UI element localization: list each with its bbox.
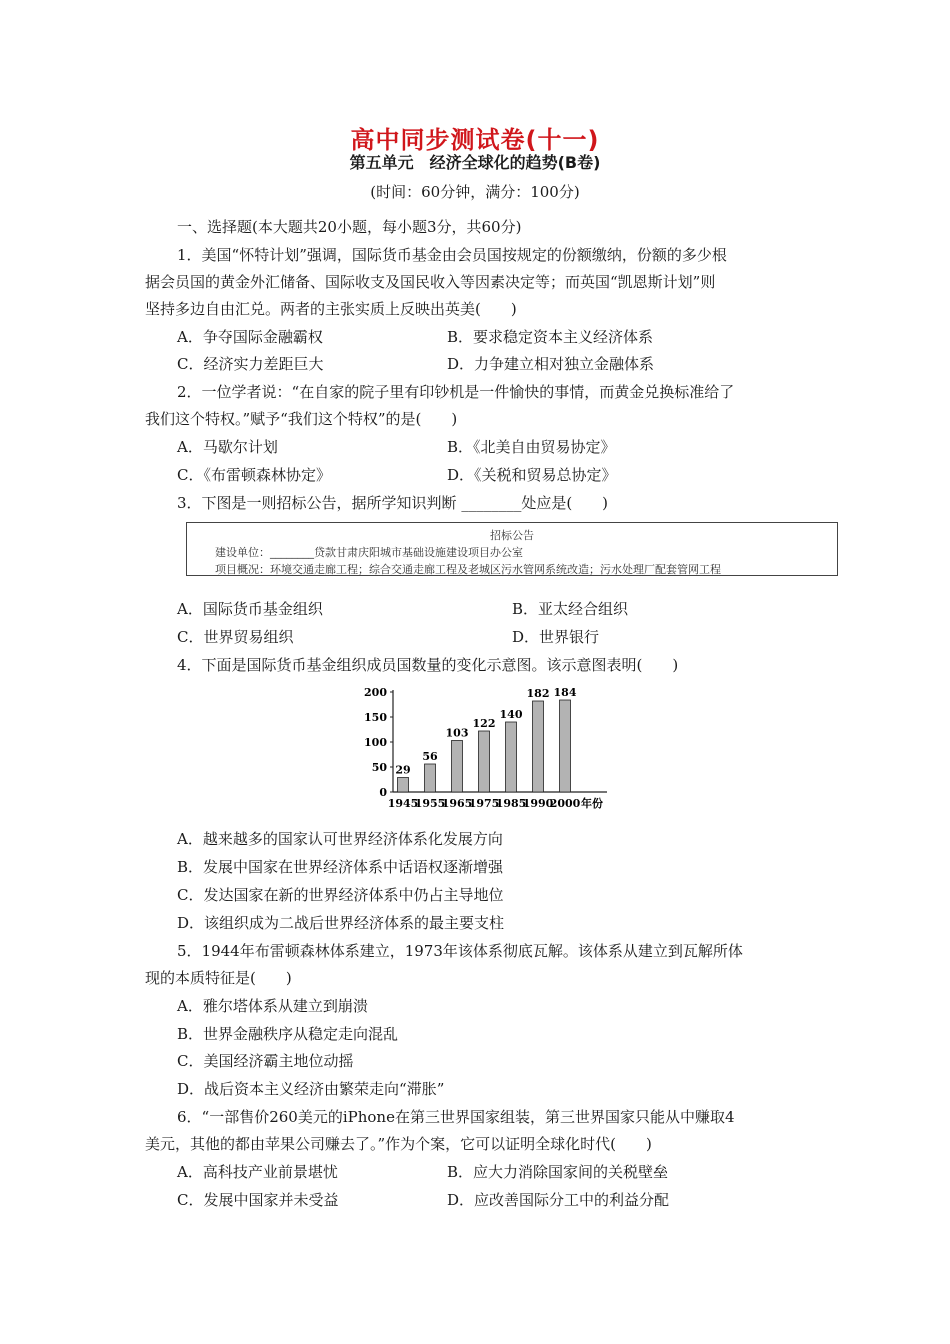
value-label-1945: 29: [395, 763, 411, 777]
q3-option-d[interactable]: D．世界银行: [512, 628, 600, 646]
value-label-1965: 103: [445, 726, 469, 740]
x-tick-label-1955: 1955: [414, 797, 446, 810]
value-label-1955: 56: [422, 750, 438, 763]
y-tick-label: 0: [379, 786, 387, 799]
q1-line-2: 据会员国的黄金外汇储备、国际收支及国民收入等因素决定等；而英国“凯恩斯计划”则: [145, 273, 716, 291]
q2-option-d[interactable]: D．《关税和贸易总协定》: [447, 466, 617, 484]
value-label-1975: 122: [472, 717, 496, 730]
bar-2000: [560, 700, 571, 792]
q5-option-a[interactable]: A．雅尔塔体系从建立到崩溃: [177, 997, 368, 1015]
q1-line-3: 坚持多边自由汇兑。两者的主张实质上反映出英美( ): [145, 300, 517, 318]
q1-line-1: 1．美国“怀特计划”强调，国际货币基金由会员国按规定的份额缴纳，份额的多少根: [177, 246, 727, 264]
value-label-1985: 140: [499, 708, 523, 721]
x-tick-label-1985: 1985: [495, 797, 527, 810]
q4-option-a[interactable]: A．越来越多的国家认可世界经济体系化发展方向: [177, 830, 503, 848]
value-label-2000: 184: [553, 686, 577, 699]
q2-line-1: 2．一位学者说：“在自家的院子里有印钞机是一件愉快的事情，而黄金兑换标准给了: [177, 383, 735, 401]
bar-1955: [425, 764, 436, 792]
y-tick-label: 100: [364, 736, 387, 749]
tender-notice-title: 招标公告: [490, 529, 534, 542]
q6-option-a[interactable]: A．高科技产业前景堪忧: [177, 1163, 338, 1181]
q2-option-b[interactable]: B．《北美自由贸易协定》: [447, 438, 616, 456]
q6-option-d[interactable]: D．应改善国际分工中的利益分配: [447, 1191, 670, 1209]
q5-line-1: 5．1944年布雷顿森林体系建立，1973年该体系彻底瓦解。该体系从建立到瓦解所体: [177, 942, 743, 960]
tender-notice-unit: 建设单位：________贷款甘肃庆阳城市基础设施建设项目办公室: [215, 546, 523, 559]
q3-option-b[interactable]: B．亚太经合组织: [512, 600, 629, 618]
x-tick-label-1975: 1975: [468, 797, 500, 810]
tender-notice-overview: 项目概况：环境交通走廊工程；综合交通走廊工程及老城区污水管网系统改造；污水处理厂配套管网工程: [215, 563, 721, 576]
q6-option-b[interactable]: B．应大力消除国家间的关税壁垒: [447, 1163, 669, 1181]
q2-option-c[interactable]: C．《布雷顿森林协定》: [177, 466, 331, 484]
bar-1975: [479, 731, 490, 792]
x-axis-label: 年份: [581, 797, 603, 810]
q3-option-a[interactable]: A．国际货币基金组织: [177, 600, 323, 618]
page-title: 高中同步测试卷(十一): [350, 126, 600, 154]
x-tick-label-1965: 1965: [441, 797, 473, 810]
q6-line-2: 美元，其他的都由苹果公司赚去了。”作为个案，它可以证明全球化时代( ): [145, 1135, 652, 1153]
x-tick-label-1990: 1990: [522, 797, 554, 810]
q2-option-a[interactable]: A．马歇尔计划: [177, 438, 278, 456]
bar-1985: [506, 722, 517, 792]
unit-subtitle: 第五单元 经济全球化的趋势(B卷): [349, 153, 601, 172]
q2-line-2: 我们这个特权。”赋予“我们这个特权”的是( ): [145, 410, 458, 428]
q6-line-1: 6．“一部售价260美元的iPhone在第三世界国家组装，第三世界国家只能从中赚取4: [177, 1108, 735, 1126]
q4-option-c[interactable]: C．发达国家在新的世界经济体系中仍占主导地位: [177, 886, 504, 904]
y-tick-label: 200: [364, 686, 387, 699]
q5-option-b[interactable]: B．世界金融秩序从稳定走向混乱: [177, 1025, 399, 1043]
imf-members-chart: [355, 680, 635, 820]
q6-option-c[interactable]: C．发展中国家并未受益: [177, 1191, 339, 1209]
q4-option-d[interactable]: D．该组织成为二战后世界经济体系的最主要支柱: [177, 914, 505, 932]
bar-1945: [398, 778, 409, 793]
value-label-1990: 182: [526, 687, 550, 700]
q4-line-1: 4．下面是国际货币基金组织成员国数量的变化示意图。该示意图表明( ): [177, 656, 679, 674]
q3-line-1: 3．下图是一则招标公告，据所学知识判断 ________处应是( ): [177, 494, 609, 512]
tender-notice: [186, 522, 838, 576]
bar-1990: [533, 701, 544, 792]
x-tick-label-1945: 1945: [387, 797, 419, 810]
q1-option-a[interactable]: A．争夺国际金融霸权: [177, 328, 323, 346]
section-heading: 一、选择题(本大题共20小题，每小题3分，共60分): [177, 218, 522, 236]
y-tick-label: 50: [371, 761, 387, 774]
q5-option-d[interactable]: D．战后资本主义经济由繁荣走向“滞胀”: [177, 1080, 445, 1098]
q4-option-b[interactable]: B．发展中国家在世界经济体系中话语权逐渐增强: [177, 858, 504, 876]
q3-option-c[interactable]: C．世界贸易组织: [177, 628, 294, 646]
bar-1965: [452, 741, 463, 793]
q5-option-c[interactable]: C．美国经济霸主地位动摇: [177, 1052, 354, 1070]
time-info: (时间：60分钟，满分：100分): [370, 183, 580, 201]
q5-line-2: 现的本质特征是( ): [145, 969, 292, 987]
q1-option-b[interactable]: B．要求稳定资本主义经济体系: [447, 328, 654, 346]
q1-option-d[interactable]: D．力争建立相对独立金融体系: [447, 355, 655, 373]
q1-option-c[interactable]: C．经济实力差距巨大: [177, 355, 324, 373]
y-tick-label: 150: [364, 711, 387, 724]
x-tick-label-2000: 2000: [549, 797, 581, 810]
